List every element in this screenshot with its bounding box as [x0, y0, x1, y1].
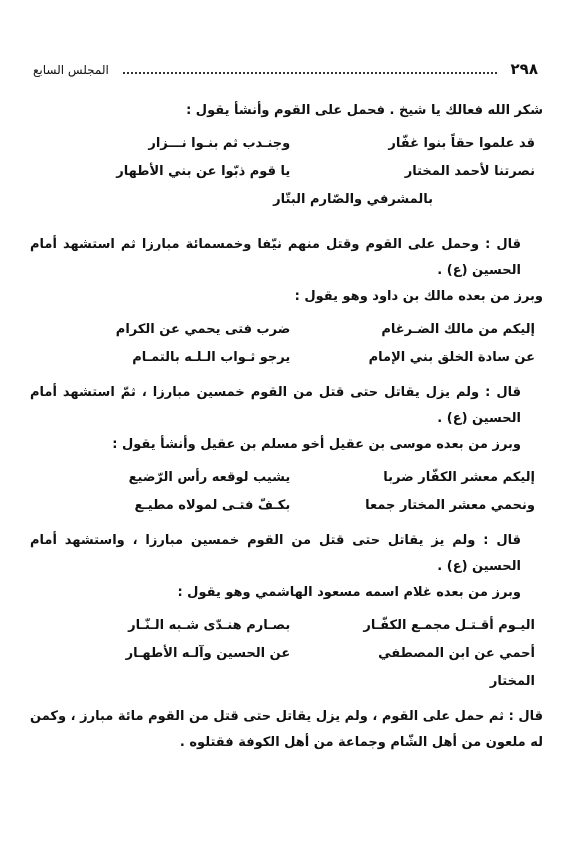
hemistich-right: عن سادة الخلق بني الإمام — [368, 350, 535, 365]
page-number: ٢٩٨ — [510, 60, 538, 78]
page-header — [33, 60, 538, 82]
qal-label: قال : — [483, 533, 522, 548]
paragraph-text: وحمل على القوم وقتل منهم نيّفا وخمسمائة مبارزا ثم استشهد أمام الحسين (ع) . — [30, 237, 521, 278]
paragraph-3: وبرز من بعده مالك بن داود وهو يقول : — [294, 289, 543, 304]
hemistich-left: ضرب فتى يحمي عن الكرام — [115, 322, 291, 337]
paragraph-text: ولم يز يقاتل حتى قتل من القوم خمسين مبارزا ، واستشهد أمام الحسين (ع) . — [30, 533, 521, 574]
verse-single: بالمشرفي والصّارم البتّار — [273, 192, 433, 207]
qal-label: قال : — [485, 385, 521, 400]
hemistich-left: عن الحسين وآلـه الأطهـار — [125, 646, 291, 661]
chapter-title: المجلس السابع — [33, 63, 109, 77]
poem-4 — [30, 612, 543, 696]
hemistich-right: إليكم معشر الكفّار ضربا — [383, 470, 535, 485]
qal-label: قال : — [485, 237, 521, 252]
verse-line — [30, 640, 543, 696]
hemistich-right: اليـوم أقـتـل مجمـع الكفّـار — [363, 618, 535, 633]
page-body — [30, 98, 543, 756]
verse-line — [30, 316, 543, 344]
paragraph-4 — [30, 380, 543, 432]
verse-line — [30, 492, 543, 520]
hemistich-right: نصرتنا لأحمد المختار — [404, 164, 535, 179]
paragraph-6 — [30, 528, 543, 580]
hemistich-left: بصـارم هنـدّى شـبه الـنّـار — [128, 618, 291, 633]
hemistich-right: ونحمي معشر المختار جمعا — [365, 498, 535, 513]
paragraph-7: وبرز من بعده غلام اسمه مسعود الهاشمي وهو يقول : — [177, 585, 521, 600]
hemistich-right: أحمي عن ابن المصطفي المختار — [378, 646, 535, 689]
verse-line — [30, 158, 543, 186]
paragraph-text: ولم يزل يقاتل حتى قتل من القوم خمسين مبارزا ، ثمّ استشهد أمام الحسين (ع) . — [30, 385, 521, 426]
poem-2 — [30, 316, 543, 372]
hemistich-left: يرجو ثـواب الـلـه بالتمـام — [132, 350, 291, 365]
hemistich-left: يشيب لوقعه رأس الرّضيع — [128, 470, 291, 485]
paragraph-8 — [30, 704, 543, 756]
hemistich-right: قد علموا حقاً بنوا غفّار — [388, 136, 535, 151]
paragraph-5: وبرز من بعده موسى بن عقيل أخو مسلم بن عقيل وأنشأ يقول : — [112, 437, 521, 452]
verse-line — [30, 612, 543, 640]
poem-1 — [30, 130, 543, 214]
hemistich-right: إليكم من مالك الضـرغام — [381, 322, 535, 337]
hemistich-left: بكـفّ فتـى لمولاه مطيـع — [134, 498, 291, 513]
dotted-rule — [123, 62, 497, 74]
verse-line — [30, 464, 543, 492]
poem-3 — [30, 464, 543, 520]
qal-label: قال : — [508, 709, 544, 724]
paragraph-text: ثم حمل على القوم ، ولم يزل يقاتل حتى قتل من القوم مائة مبارز ، وكمن له ملعون من أهل الشّام وجماعة من أهل الكوفة فقتلوه . — [30, 709, 543, 750]
verse-line — [30, 344, 543, 372]
paragraph-2 — [30, 232, 543, 284]
paragraph-1: شكر الله فعالك يا شيخ . فحمل على القوم وأنشأ يقول : — [186, 103, 543, 118]
hemistich-left: يا قوم ذبّوا عن بني الأطهار — [116, 164, 291, 179]
verse-line — [30, 130, 543, 158]
hemistich-left: وجنـدب ثم بنـوا نـــزار — [148, 136, 291, 151]
